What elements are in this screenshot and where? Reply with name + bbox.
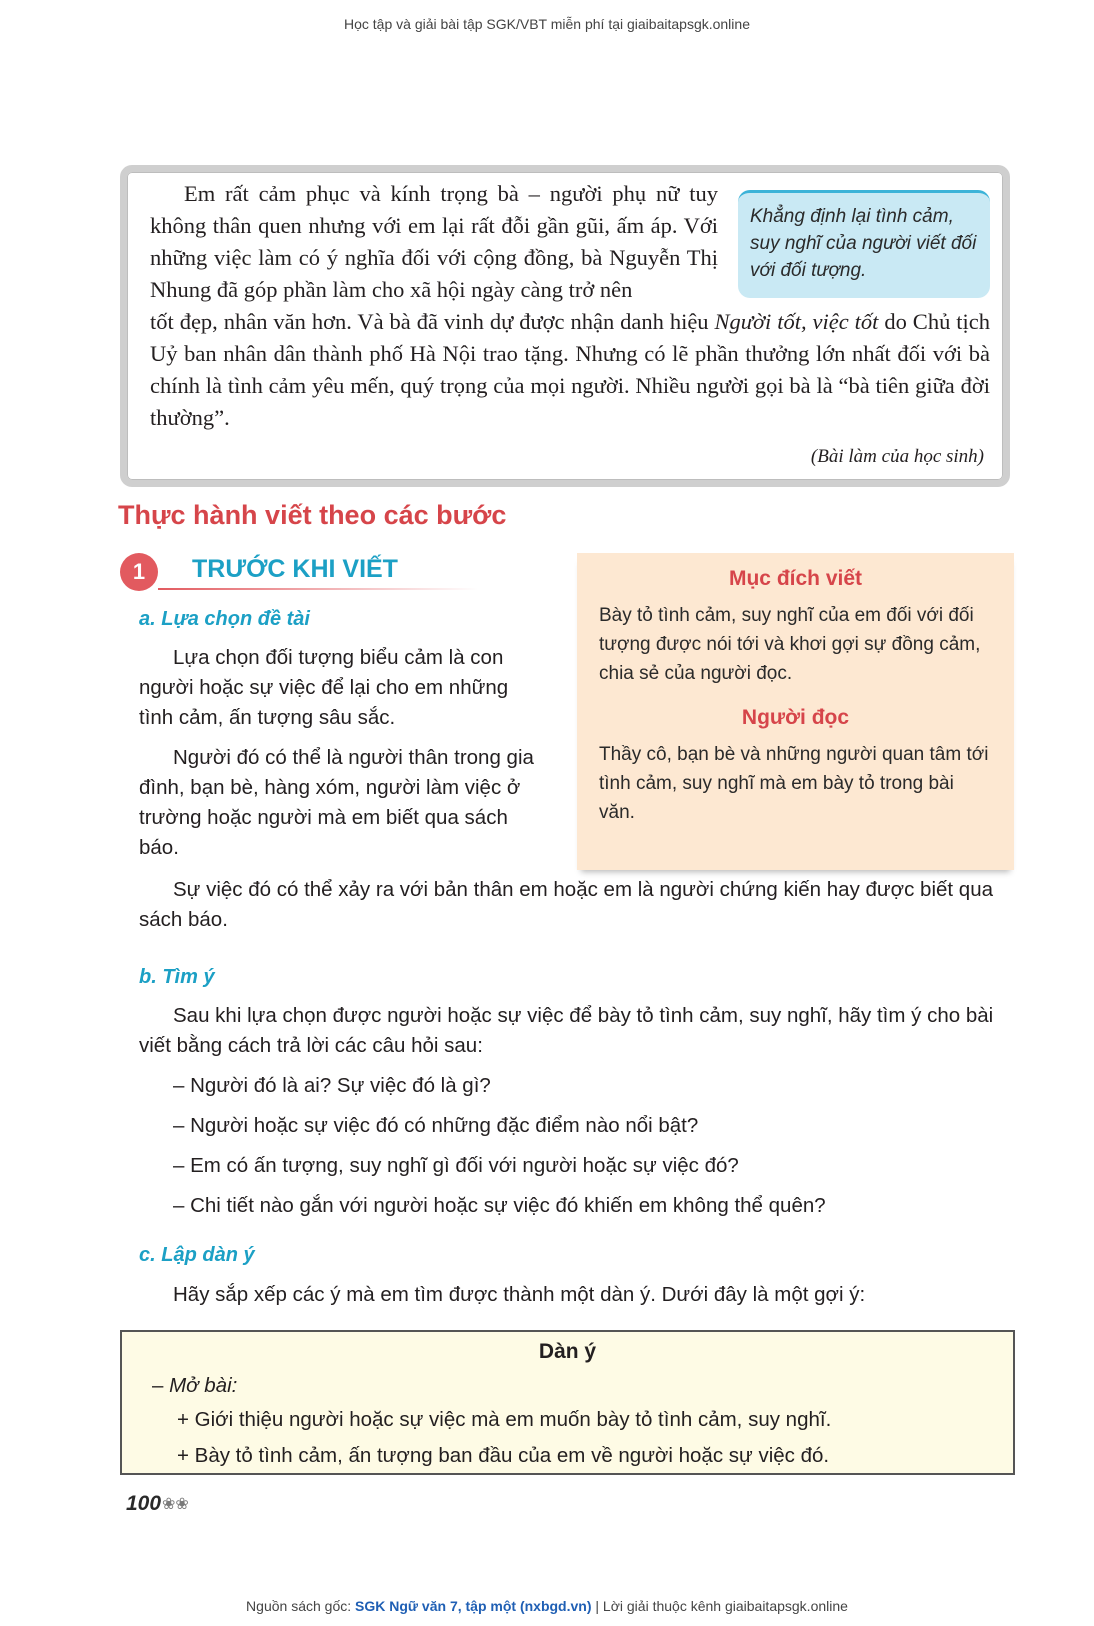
footer-note	[0, 1598, 1094, 1614]
purpose-text: Bày tỏ tình cảm, suy nghĩ của em đối với đối tượng được nói tới và khơi gợi sự đồng cảm, chia sẻ của người đọc.	[599, 605, 981, 684]
footer-prefix: Nguồn sách gốc:	[246, 1598, 356, 1614]
sub-c-intro: Hãy sắp xếp các ý mà em tìm được thành một dàn ý. Dưới đây là một gợi ý:	[173, 1283, 866, 1306]
outline-item: + Giới thiệu người hoặc sự việc mà em muốn bày tỏ tình cảm, suy nghĩ.	[177, 1408, 832, 1431]
question-item: – Người đó là ai? Sự việc đó là gì?	[173, 1074, 491, 1097]
question-item: – Em có ấn tượng, suy nghĩ gì đối với người hoặc sự việc đó?	[173, 1154, 739, 1177]
sub-b-intro: Sau khi lựa chọn được người hoặc sự việc để bày tỏ tình cảm, suy nghĩ, hãy tìm ý cho bài viết bằng cách trả lời các câu hỏi sau:	[139, 1004, 994, 1057]
sub-b-body	[139, 1001, 1015, 1231]
essay-text-before: tốt đẹp, nhân văn hơn. Và bà đã vinh dự được nhận danh hiệu	[150, 309, 715, 334]
section-title: Thực hành viết theo các bước	[118, 500, 507, 530]
outline-title: Dàn ý	[538, 1340, 597, 1363]
award-title: Người tốt, việc tốt	[714, 309, 879, 334]
header-note: Học tập và giải bài tập SGK/VBT miễn phí tại giaibaitapsgk.online	[344, 16, 750, 32]
step-title: TRƯỚC KHI VIẾT	[192, 555, 398, 583]
footer-suffix: | Lời giải thuộc kênh giaibaitapsgk.online	[591, 1598, 848, 1614]
question-item: – Chi tiết nào gắn với người hoặc sự việc đó khiến em không thể quên?	[173, 1194, 826, 1217]
flower-ornament-icon: ❀❀	[162, 1496, 189, 1513]
outline-item: + Bày tỏ tình cảm, ấn tượng ban đầu của em về người hoặc sự việc đó.	[177, 1444, 830, 1467]
callout-note: Khẳng định lại tình cảm, suy nghĩ của người viết đối với đối tượng.	[738, 190, 990, 298]
sub-a-paragraph-3	[139, 875, 1015, 935]
essay-text-after: do Chủ tịch Uỷ ban nhân dân thành phố Hà Nội trao tặng. Nhưng có lẽ phần thưởng lớn nhất đối với bà chính là tình cảm yêu mến, quý trọng của mọi người. Nhiều người gọi bà là “bà tiên giữa đời thường”.	[150, 309, 990, 430]
reader-heading: Người đọc	[741, 706, 850, 729]
footer-source-link[interactable]: SGK Ngữ văn 7, tập một (nxbgd.vn)	[355, 1598, 592, 1614]
sub-a-paragraph-2: Người đó có thể là người thân trong gia đình, bạn bè, hàng xóm, người làm việc ở trường hoặc người mà em biết qua sách báo.	[139, 746, 534, 859]
outline-intro-text: Mở bài:	[169, 1374, 238, 1397]
reader-text: Thầy cô, bạn bè và những người quan tâm tới tình cảm, suy nghĩ mà em bày tỏ trong bài văn.	[599, 744, 989, 823]
sub-a-body	[139, 643, 544, 873]
essay-paragraph-bottom	[150, 306, 990, 434]
outline-dash: –	[152, 1374, 170, 1397]
page-number: 100	[126, 1492, 162, 1515]
outline-intro-label	[152, 1370, 983, 1402]
step-number-badge: 1	[120, 553, 158, 591]
purpose-reader-box	[577, 553, 1014, 870]
subheading-c: c. Lập dàn ý	[139, 1244, 255, 1266]
sub-a-paragraph-3-text: Sự việc đó có thể xảy ra với bản thân em hoặc em là người chứng kiến hay được biết qua sách báo.	[139, 878, 993, 931]
sub-a-paragraph-1: Lựa chọn đối tượng biểu cảm là con người hoặc sự việc để lại cho em những tình cảm, ấn tượng sâu sắc.	[139, 646, 509, 729]
subheading-b: b. Tìm ý	[139, 966, 215, 988]
question-list	[139, 1071, 1015, 1221]
essay-signature: (Bài làm của học sinh)	[810, 446, 984, 467]
subheading-a: a. Lựa chọn đề tài	[139, 608, 310, 630]
essay-paragraph-top: Em rất cảm phục và kính trọng bà – người phụ nữ tuy không thân quen nhưng với em lại rất đỗi gần gũi, ấm áp. Với những việc làm có ý nghĩa đối với cộng đồng, bà Nguyễn Thị Nhung đã góp phần làm cho xã hội ngày càng trở nên	[150, 181, 718, 302]
step-underline	[158, 588, 478, 590]
question-item: – Người hoặc sự việc đó có những đặc điểm nào nổi bật?	[173, 1114, 699, 1137]
outline-box	[120, 1330, 1015, 1475]
purpose-heading: Mục đích viết	[728, 567, 863, 590]
